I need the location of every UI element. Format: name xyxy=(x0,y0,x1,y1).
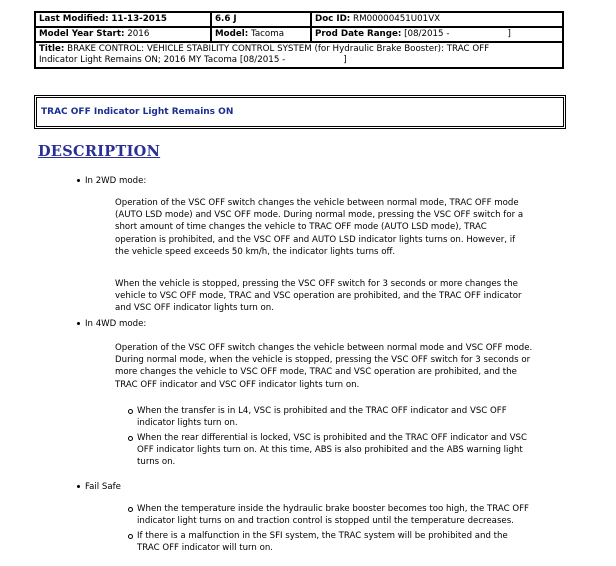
bullet-circle-icon xyxy=(128,409,133,414)
text-line: OFF indicator lights turn on. At this time, ABS is also prohibited and the ABS warning light xyxy=(137,445,523,456)
bullet-dot-icon xyxy=(77,322,80,325)
section-heading: DESCRIPTION xyxy=(38,143,161,160)
prod-date-start: [08/2015 - xyxy=(404,29,450,39)
title-line-2: Indicator Light Remains ON; 2016 MY Tacoma [08/2015 - xyxy=(39,55,286,65)
text-line: When the vehicle is stopped, pressing the VSC OFF switch for 3 seconds or more changes the xyxy=(115,279,518,289)
text-line: When the transfer is in L4, VSC is prohibited and the TRAC OFF indicator and VSC OFF xyxy=(137,406,507,416)
model-value: Tacoma xyxy=(250,29,285,39)
title-end: ] xyxy=(343,55,347,65)
text-line: During normal mode, when the vehicle is stopped, pressing the VSC OFF switch for 3 seconds or xyxy=(115,355,531,366)
model-year-label: Model Year Start: xyxy=(39,29,125,39)
prod-date-end: ] xyxy=(507,29,511,39)
version-cell xyxy=(211,12,311,27)
bullet-dot-icon xyxy=(77,179,80,182)
bullet-circle-icon xyxy=(128,534,133,539)
bullet-4wd xyxy=(77,318,146,330)
text-line: TRAC OFF indicator and VSC OFF indicator lights turn on. xyxy=(115,379,360,390)
bullet-circle-icon xyxy=(128,507,133,512)
text-line: more changes the vehicle to VSC OFF mode, TRAC and VSC operation are prohibited, and the xyxy=(115,367,517,378)
doc-id-cell xyxy=(311,12,563,27)
version-value: 6.6 J xyxy=(215,14,237,24)
text-line: (AUTO LSD mode) and VSC OFF mode. During normal mode, pressing the VSC OFF switch for a xyxy=(115,210,524,221)
prod-date-cell xyxy=(311,27,563,42)
paragraph-2wd-1 xyxy=(115,197,523,258)
last-modified-value: 11-13-2015 xyxy=(111,14,167,24)
sub-item-temperature xyxy=(137,503,529,527)
doc-id-label: Doc ID: xyxy=(315,14,351,24)
subject-box-inner xyxy=(36,97,564,127)
text-line: short amount of time changes the vehicle to TRAC OFF mode (AUTO LSD mode), TRAC xyxy=(115,222,487,233)
bullet-4wd-label: In 4WD mode: xyxy=(85,319,147,329)
text-line: If there is a malfunction in the SFI system, the TRAC system will be prohibited and the xyxy=(137,531,508,541)
text-line: When the rear differential is locked, VSC is prohibited and the TRAC OFF indicator and VSC xyxy=(137,433,528,443)
bullet-2wd-label: In 2WD mode: xyxy=(85,176,147,186)
bullet-circle-icon xyxy=(128,436,133,441)
text-line: vehicle to VSC OFF mode, TRAC and VSC operation are prohibited, and the TRAC OFF indicator xyxy=(115,291,522,302)
sub-item-rear-diff xyxy=(137,432,527,469)
text-line: indicator light turns on and traction control is stopped until the temperature decreases. xyxy=(137,516,514,527)
text-line: indicator lights turn on. xyxy=(137,418,238,429)
model-year-cell xyxy=(35,27,211,42)
model-cell xyxy=(211,27,311,42)
prod-date-label: Prod Date Range: xyxy=(315,29,402,39)
text-line: the vehicle speed exceeds 50 km/h, the indicator lights turns off. xyxy=(115,246,396,257)
bullet-fail-safe xyxy=(77,481,121,493)
text-line: turns on. xyxy=(137,457,176,468)
sub-item-transfer xyxy=(137,405,507,429)
bullet-fail-safe-label: Fail Safe xyxy=(85,482,121,492)
text-line: and VSC OFF indicator lights turn on. xyxy=(115,303,274,314)
title-line-1: BRAKE CONTROL: VEHICLE STABILITY CONTROL SYSTEM (for Hydraulic Brake Booster): TRAC OFF xyxy=(67,44,490,54)
paragraph-4wd xyxy=(115,342,532,391)
doc-id-value: RM00000451U01VX xyxy=(353,14,441,24)
bullet-dot-icon xyxy=(77,485,80,488)
last-modified-cell xyxy=(35,12,211,27)
document-header-table xyxy=(34,11,564,69)
model-year-value: 2016 xyxy=(127,29,150,39)
sub-item-sfi xyxy=(137,530,508,554)
text-line: When the temperature inside the hydraulic brake booster becomes too high, the TRAC OFF xyxy=(137,504,530,514)
text-line: Operation of the VSC OFF switch changes the vehicle between normal mode and VSC OFF mode. xyxy=(115,343,533,353)
model-label: Model: xyxy=(215,29,249,39)
title-label: Title: xyxy=(39,44,65,54)
title-cell xyxy=(35,42,563,68)
last-modified-label: Last Modified: xyxy=(39,14,109,24)
paragraph-2wd-2 xyxy=(115,278,522,315)
text-line: Operation of the VSC OFF switch changes the vehicle between normal mode, TRAC OFF mode xyxy=(115,198,519,208)
bullet-2wd xyxy=(77,175,146,187)
text-line: TRAC OFF indicator will turn on. xyxy=(137,543,274,554)
subject-title: TRAC OFF Indicator Light Remains ON xyxy=(41,107,234,117)
subject-box xyxy=(34,95,566,129)
text-line: operation is prohibited, and the VSC OFF and AUTO LSD indicator lights turns on. However, if xyxy=(115,234,516,245)
